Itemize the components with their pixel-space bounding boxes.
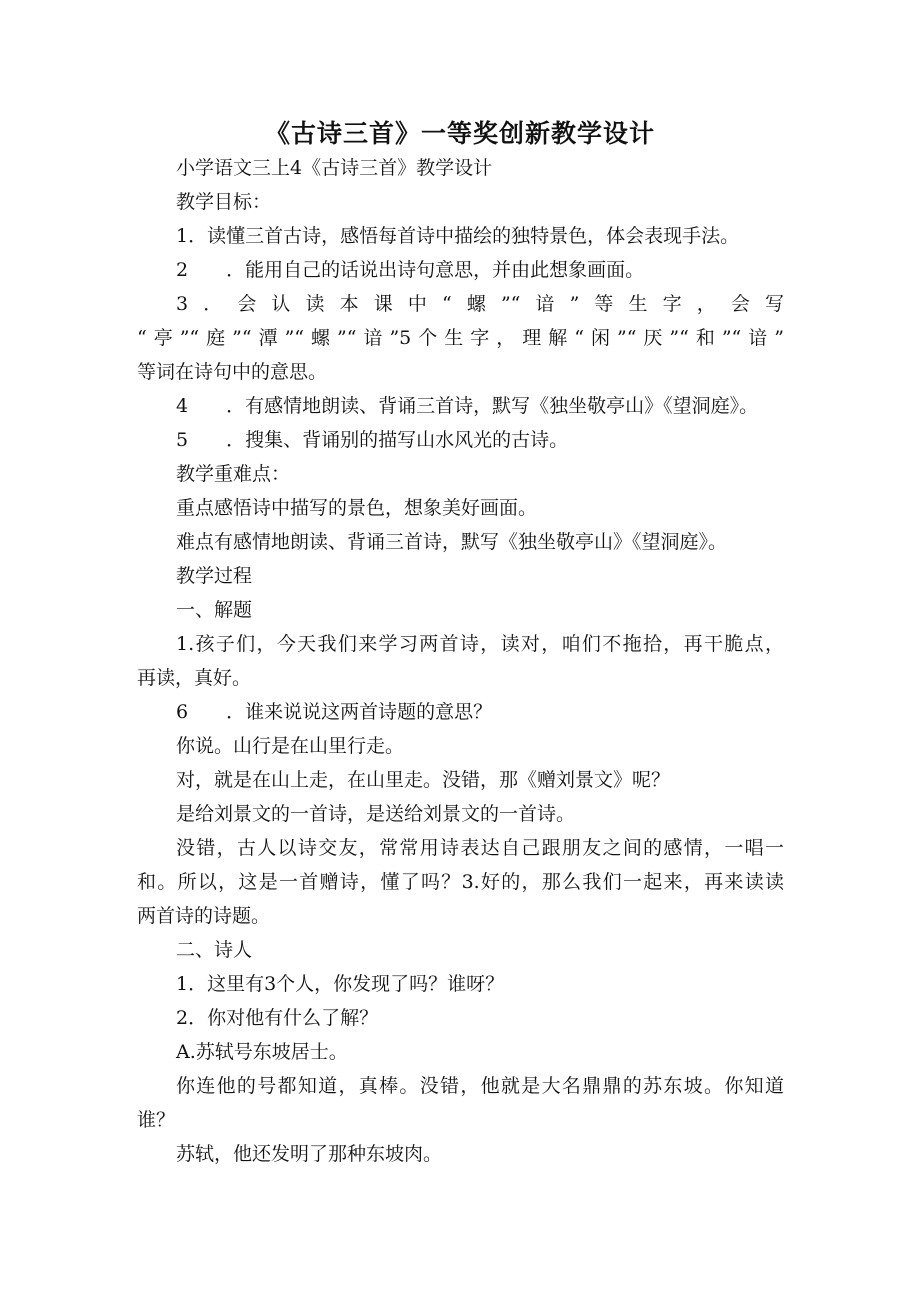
doc-line: 2．你对他有什么了解？: [176, 1007, 379, 1029]
doc-line: 1．读懂三首古诗，感悟每首诗中描绘的独特景色，体会表现手法。: [176, 225, 740, 247]
doc-line: 苏轼，他还发明了那种东坡肉。: [176, 1143, 443, 1165]
doc-line: A.苏轼号东坡居士。: [176, 1041, 348, 1063]
doc-line: 二、诗人: [176, 939, 253, 961]
doc-line: 重点感悟诗中描写的景色，想象美好画面。: [176, 497, 538, 519]
doc-line: 1.孩子们，今天我们来学习两首诗，读对，咱们不拖拾，再干脆点，: [176, 633, 784, 655]
doc-line: 等词在诗句中的意思。: [137, 361, 328, 383]
doc-line: 3．会认读本课中“螺”“谙”等生字，会写: [176, 293, 784, 315]
doc-line: 谁？: [137, 1109, 176, 1131]
doc-line: 4 ．有感情地朗读、背诵三首诗，默写《独坐敬亭山》《望洞庭》。: [176, 395, 759, 417]
doc-line: 再读，真好。: [137, 667, 252, 689]
doc-line: 对，就是在山上走，在山里走。没错，那《赠刘景文》呢？: [176, 769, 671, 791]
doc-line: 1．这里有3个人，你发现了吗？谁呀？: [176, 973, 505, 995]
doc-line: 教学重难点：: [176, 463, 291, 485]
doc-line: 小学语文三上4《古诗三首》教学设计: [176, 157, 493, 179]
doc-line: 5 ．搜集、背诵别的描写山水风光的古诗。: [176, 429, 569, 451]
doc-line: 没错，古人以诗交友，常常用诗表达自己跟朋友之间的感情，一唱一: [176, 837, 784, 859]
doc-line: 教学过程: [176, 565, 253, 587]
doc-line: 你连他的号都知道，真棒。没错，他就是大名鼎鼎的苏东坡。你知道: [176, 1075, 784, 1097]
doc-line: 2 ．能用自己的话说出诗句意思，并由此想象画面。: [176, 259, 645, 281]
doc-line: “亭”“庭”“潭”“螺”“谙”5个生字，理解“闲”“厌”“和”“谙”: [137, 327, 784, 349]
doc-line: 难点有感情地朗读、背诵三首诗，默写《独坐敬亭山》《望洞庭》。: [176, 531, 728, 553]
doc-line: 你说。山行是在山里行走。: [176, 735, 405, 757]
document-title: 《古诗三首》一等奖创新教学设计: [264, 119, 655, 148]
doc-line: 两首诗的诗题。: [137, 905, 271, 927]
doc-line: 和。所以，这是一首赠诗，懂了吗？3.好的，那么我们一起来，再来读读: [137, 871, 784, 893]
doc-line: 一、解题: [176, 599, 253, 621]
doc-line: 教学目标：: [176, 191, 272, 213]
doc-line: 是给刘景文的一首诗，是送给刘景文的一首诗。: [176, 803, 576, 825]
doc-line: 6 ．谁来说说这两首诗题的意思？: [176, 701, 493, 723]
